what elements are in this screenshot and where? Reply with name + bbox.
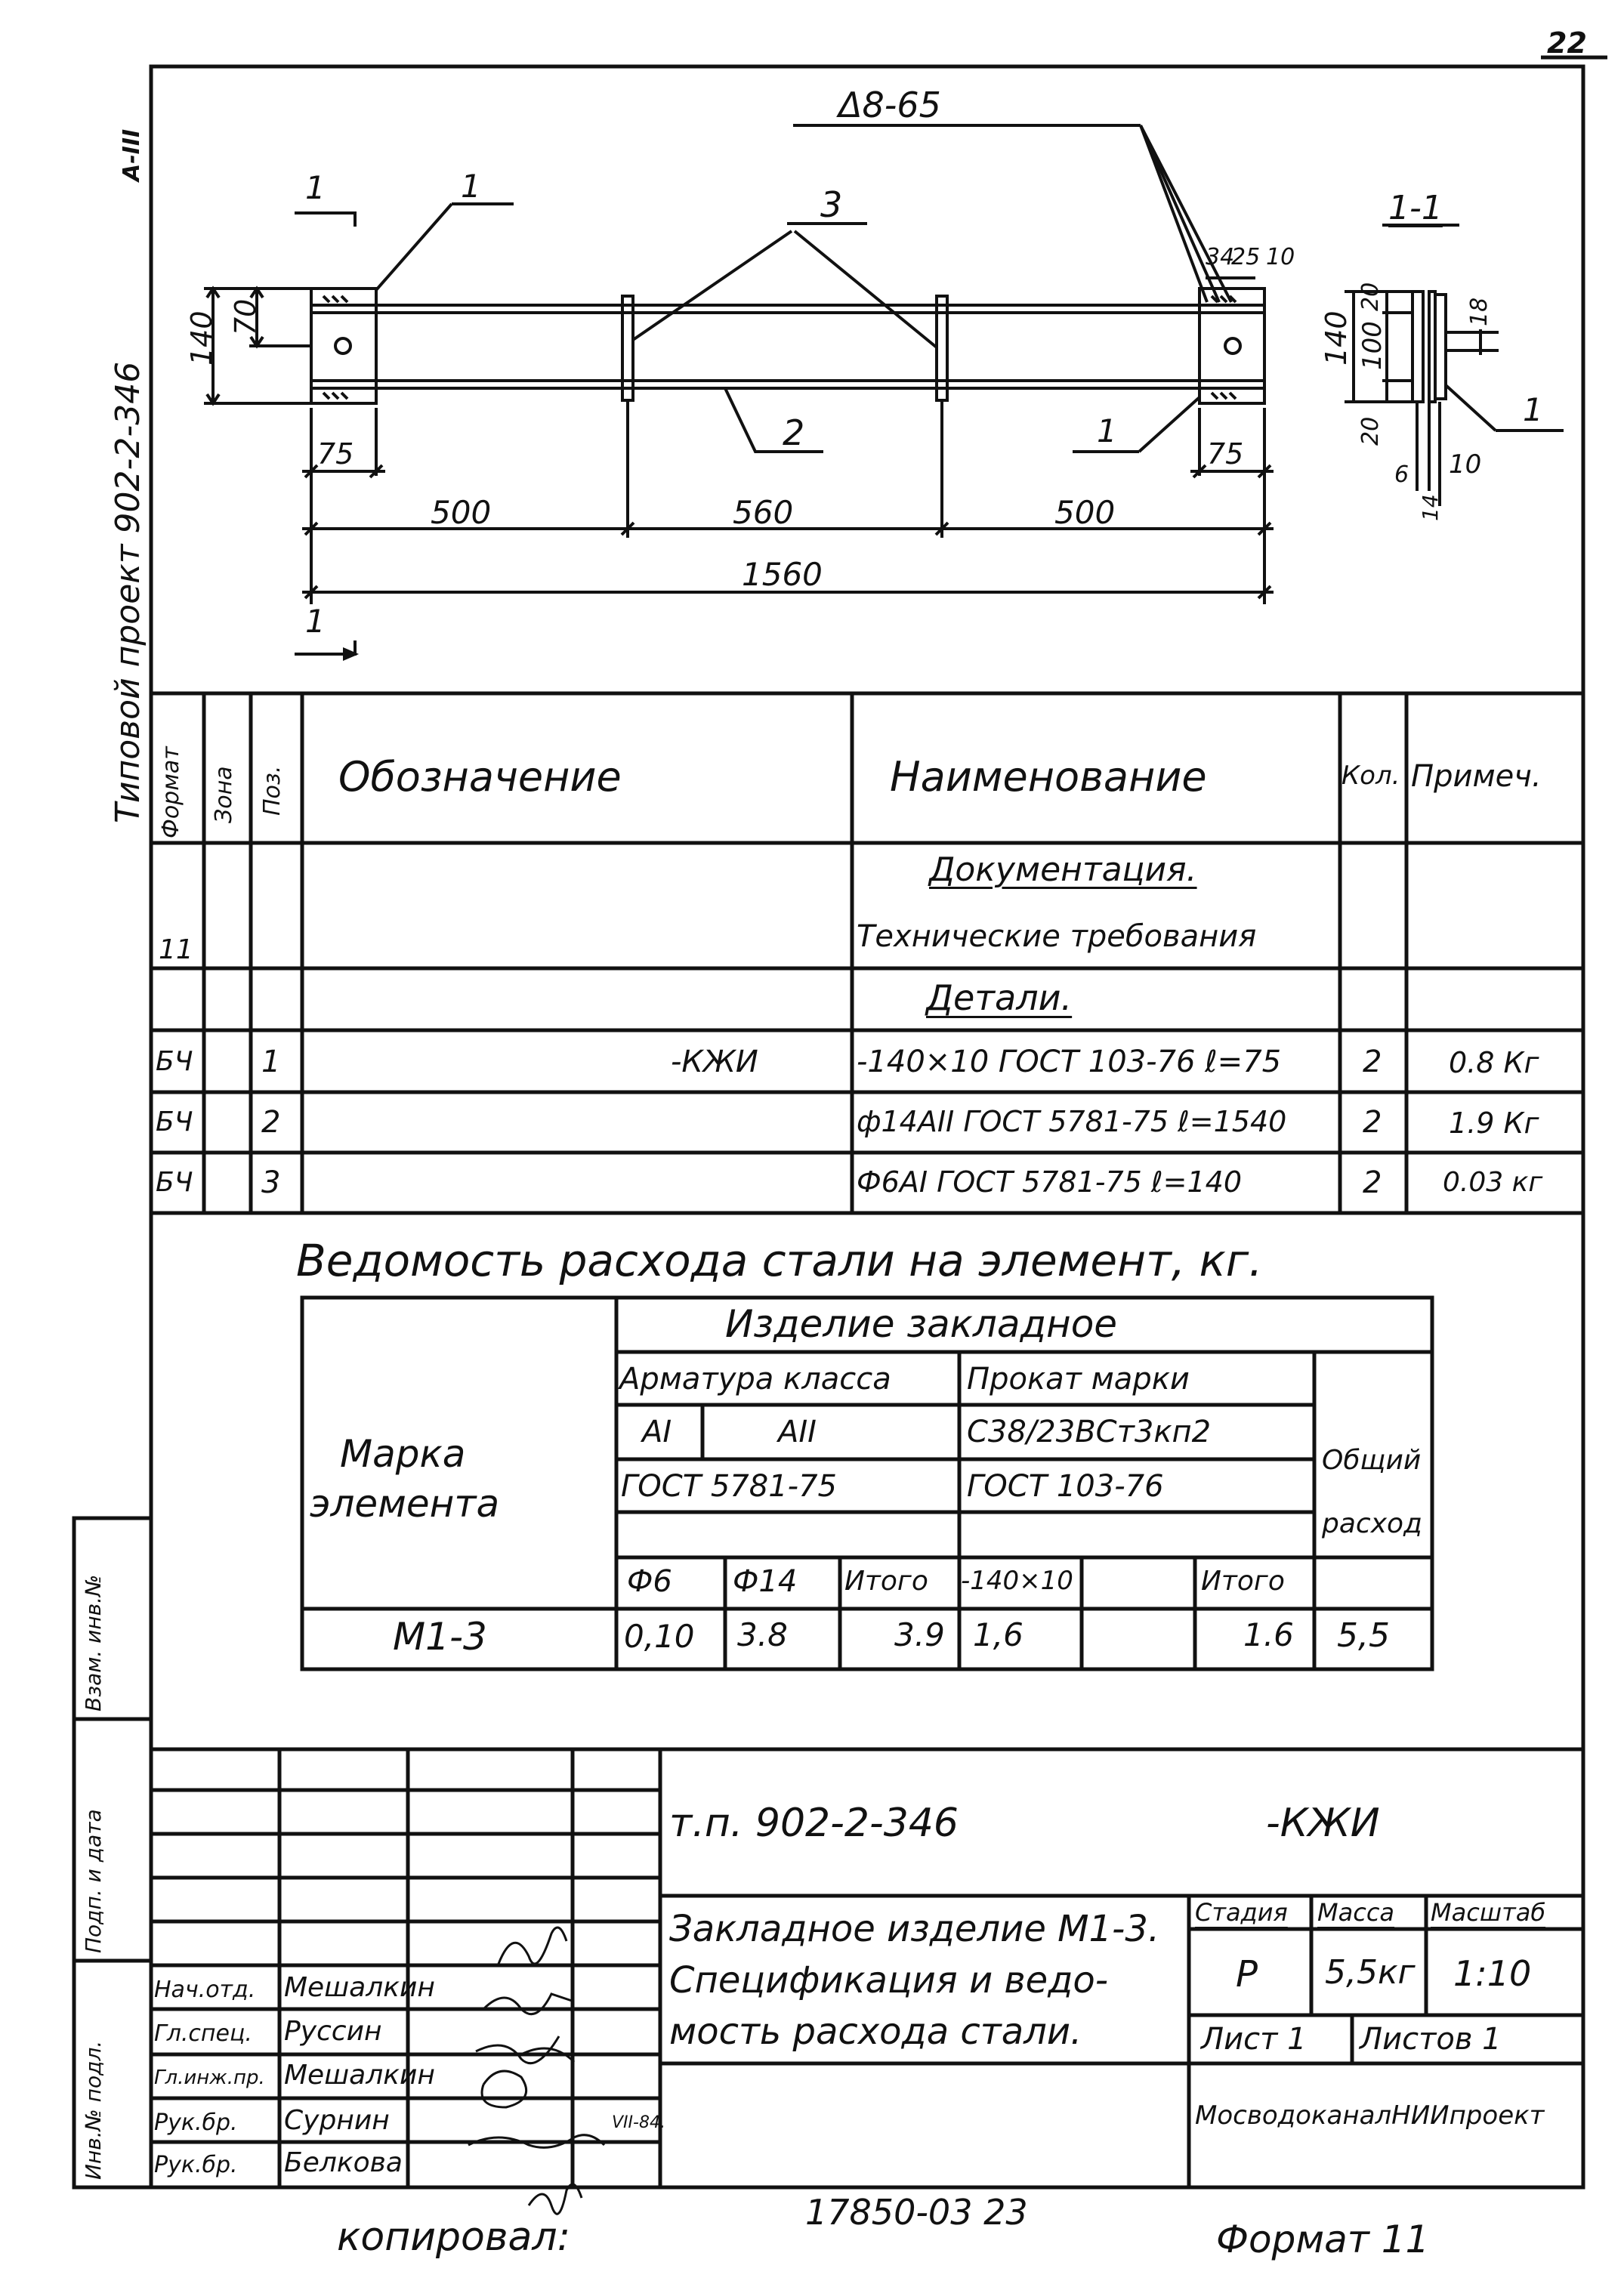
spec-row-6-format: БЧ	[156, 1167, 193, 1198]
pos2-label: 2	[783, 412, 805, 453]
steel-gost-rebar: ГОСТ 5781-75	[621, 1469, 837, 1504]
steel-row-f14: 3.8	[737, 1616, 788, 1653]
steel-title: Ведомость расхода стали на элемент, кг.	[296, 1235, 1263, 1286]
spec-row-6-name: Ф6АI ГОСТ 5781-75 ℓ=140	[857, 1165, 1242, 1199]
tb-staff-4-name: Сурнин	[284, 2105, 390, 2136]
page-number: 22	[1547, 26, 1587, 60]
dim-560: 560	[733, 494, 794, 531]
tb-sheets: Листов 1	[1360, 2022, 1502, 2057]
dim-25: 25	[1231, 244, 1261, 270]
steel-f14-header: Ф14	[733, 1564, 798, 1599]
dim-75-right: 75	[1207, 437, 1244, 471]
tb-staff-2-name: Руссин	[284, 2016, 382, 2047]
col-format: Формат	[158, 746, 184, 838]
spec-header-note: Примеч.	[1411, 759, 1542, 794]
steel-row-f6: 0,10	[624, 1618, 695, 1655]
spec-row-4-pos: 1	[261, 1045, 281, 1079]
corner-mark: А-III	[119, 128, 145, 181]
project-label-vertical: Типовой проект 902-2-346	[109, 361, 147, 823]
sec-dim-20-bottom: 20	[1357, 416, 1384, 446]
steel-row-itogo2: 1.6	[1243, 1616, 1294, 1653]
steel-rebar-class: Арматура класса	[619, 1362, 891, 1397]
dim-10-top: 10	[1266, 244, 1295, 270]
section-mark-bottom: 1	[305, 603, 326, 640]
steel-total-l2: расход	[1322, 1508, 1422, 1539]
tb-staff-3-name: Мешалкин	[284, 2060, 435, 2091]
spec-row-4-note: 0.8 Кг	[1449, 1046, 1539, 1079]
pos3-label: 3	[820, 184, 843, 225]
steel-grade: С38/23ВСт3кп2	[967, 1415, 1212, 1449]
steel-row-mark: М1-3	[393, 1615, 487, 1659]
tb-stage: Р	[1236, 1953, 1258, 1995]
spec-row-5-qty: 2	[1363, 1105, 1382, 1140]
spec-header-designation: Обозначение	[338, 753, 622, 801]
tb-date-note: VII-84.	[612, 2113, 665, 2132]
section-title: 1-1	[1388, 189, 1443, 227]
tb-scale-label: Масштаб	[1431, 1898, 1546, 1927]
footer-inventory: 17850-03 23	[805, 2192, 1028, 2233]
sec-dim-20-top: 20	[1357, 282, 1384, 311]
spec-row-3-name: Детали.	[926, 977, 1073, 1018]
tb-org: МосводоканалНИИпроект	[1195, 2100, 1545, 2131]
dim-34: 34	[1206, 244, 1235, 270]
inv-orig: Инв.№ подл.	[81, 2040, 106, 2180]
dim-70: 70	[229, 298, 262, 335]
footer-copied: копировал:	[337, 2215, 571, 2260]
spec-header-qty: Кол.	[1341, 761, 1400, 791]
col-pos: Поз.	[259, 765, 286, 816]
sec-dim-10: 10	[1449, 449, 1482, 480]
steel-row-itogo1: 3.9	[894, 1616, 945, 1653]
tb-staff-2-role: Гл.спец.	[154, 2020, 252, 2047]
dim-500-right: 500	[1054, 494, 1116, 531]
pos1-right-label: 1	[1097, 412, 1117, 449]
tb-staff-4-role: Рук.бр.	[154, 2110, 238, 2136]
steel-total-l1: Общий	[1322, 1445, 1422, 1476]
spec-row-2-name: Технические требования	[857, 919, 1257, 954]
steel-f6-header: Ф6	[627, 1564, 672, 1599]
tb-sheet: Лист 1	[1201, 2022, 1307, 2057]
sec-pos1-label: 1	[1523, 391, 1543, 428]
steel-product: Изделие закладное	[725, 1302, 1118, 1346]
sign-date: Подп. и дата	[81, 1809, 106, 1953]
steel-row-total: 5,5	[1337, 1616, 1390, 1655]
tb-title-l3: мость расхода стали.	[669, 2011, 1082, 2053]
steel-gost-rolled: ГОСТ 103-76	[967, 1469, 1164, 1504]
col-zone: Зона	[211, 766, 237, 823]
tb-project-code: т.п. 902-2-346	[669, 1801, 959, 1846]
steel-mark-l1: Марка	[340, 1432, 466, 1476]
tb-mass-label: Масса	[1317, 1898, 1395, 1927]
dim-500-left: 500	[431, 494, 492, 531]
tb-title-l1: Закладное изделие М1-3.	[669, 1908, 1160, 1950]
steel-aii: АII	[778, 1415, 817, 1449]
spec-row-4-designation: -КЖИ	[671, 1045, 758, 1079]
tb-staff-1-name: Мешалкин	[284, 1972, 435, 2003]
tb-staff-3-role: Гл.инж.пр.	[154, 2066, 265, 2089]
spec-row-1-name: Документация.	[929, 850, 1197, 889]
steel-ai: АI	[642, 1415, 672, 1449]
spec-row-6-qty: 2	[1363, 1165, 1382, 1200]
spec-row-4-name: -140×10 ГОСТ 103-76 ℓ=75	[857, 1045, 1282, 1079]
pos1-left-label: 1	[461, 168, 481, 205]
footer-format: Формат 11	[1216, 2218, 1430, 2261]
sec-dim-14: 14	[1418, 494, 1443, 521]
tb-staff-5-role: Рук.бр.	[154, 2152, 238, 2178]
steel-rolled-grade: Прокат марки	[967, 1362, 1190, 1397]
sec-dim-140: 140	[1320, 310, 1353, 366]
tb-staff-1-role: Нач.отд.	[154, 1977, 256, 2003]
tb-stage-label: Стадия	[1195, 1898, 1288, 1927]
spec-header-name: Наименование	[890, 753, 1207, 801]
sec-dim-6: 6	[1394, 461, 1409, 488]
dim-75-left: 75	[317, 437, 354, 471]
steel-itogo1-header: Итого	[844, 1566, 928, 1597]
spec-row-4-format: БЧ	[156, 1046, 193, 1077]
signatures	[468, 1928, 604, 2214]
steel-mark-l2: элемента	[310, 1482, 500, 1526]
dim-140: 140	[185, 310, 218, 366]
tb-mass: 5,5кг	[1325, 1953, 1416, 1992]
sec-dim-100: 100	[1357, 321, 1388, 370]
dim-1560: 1560	[742, 556, 823, 593]
spec-row-6-note: 0.03 кг	[1443, 1167, 1543, 1198]
steel-itogo2-header: Итого	[1201, 1566, 1285, 1597]
spec-row-6-pos: 3	[261, 1165, 281, 1200]
tb-staff-5-name: Белкова	[284, 2147, 403, 2178]
spec-row-5-format: БЧ	[156, 1107, 193, 1137]
tb-scale: 1:10	[1453, 1953, 1532, 1994]
steel-row-plate: 1,6	[973, 1616, 1023, 1653]
sec-dim-18: 18	[1466, 297, 1493, 326]
inv-replace: Взам. инв.№	[81, 1574, 106, 1711]
elevation-view	[204, 125, 1274, 659]
tb-doc-code: -КЖИ	[1266, 1801, 1380, 1846]
spec-row-5-note: 1.9 Кг	[1449, 1107, 1539, 1140]
section-mark-top: 1	[305, 169, 326, 206]
steel-plate-header: -140×10	[961, 1566, 1073, 1596]
tb-title-l2: Спецификация и ведо-	[669, 1959, 1109, 2002]
weld-label: Δ8-65	[838, 85, 941, 125]
spec-row-5-pos: 2	[261, 1105, 281, 1140]
spec-row-2-format: 11	[159, 934, 193, 965]
spec-row-5-name: ф14АII ГОСТ 5781-75 ℓ=1540	[857, 1105, 1287, 1138]
spec-row-4-qty: 2	[1363, 1045, 1382, 1079]
